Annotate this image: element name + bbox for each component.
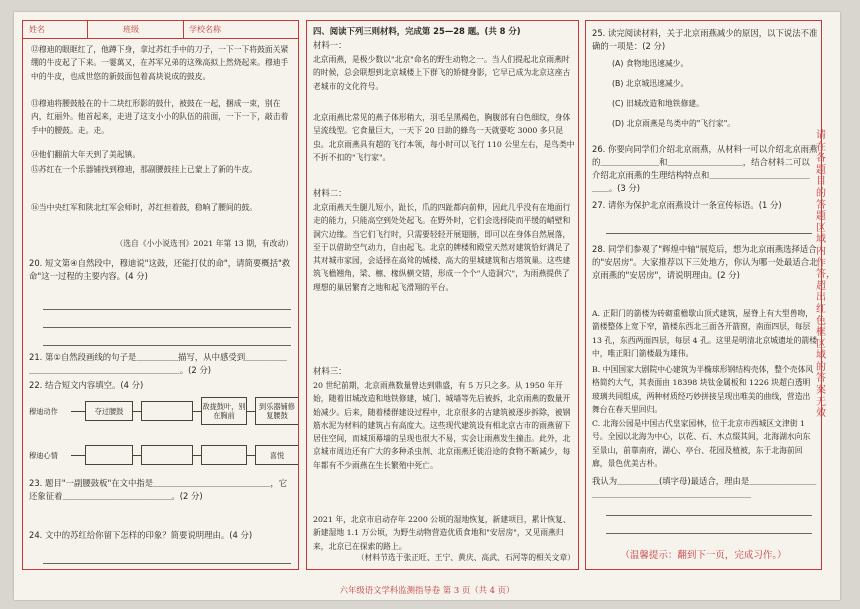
answer-line[interactable] [43, 309, 291, 310]
material-1-para-1: 北京雨燕，是极少数以"北京"命名的野生动物之一。当人们提起北京雨燕时的时候，总会联想到北京城楼上下群飞的矫健身影，它早已成为北京这座古老城市的文化符号。 [313, 55, 571, 91]
answer-line[interactable] [43, 345, 291, 346]
flow-box-b: 敌拢鼓叶，别在胸前 [201, 397, 247, 425]
page-footer: 六年级语文学科监测指导卷 第 3 页（共 4 页） [339, 585, 515, 595]
question-21: 21. 第①自然段画线的句子是＿＿＿＿＿描写，从中感受到＿＿＿＿＿＿＿＿＿＿＿＿＿＿＿＿＿＿＿＿＿＿＿。(2 分) [29, 352, 287, 375]
option-25-c[interactable]: (C) 旧城改造和地铁修建。 [612, 99, 704, 108]
exam-sheet [14, 12, 840, 600]
question-20: 20. 短文第④自然段中，穆迪说"这鼓，还能打仗的命"，请简要概括"救命"这一过程的主要内容。(4 分) [29, 258, 291, 281]
row2-label: 穆迪心情 [29, 451, 58, 460]
answer-line[interactable] [43, 563, 291, 564]
option-28-c: C. 北海公园是中国古代皇家园林，位于北京市西城区文津街 1 号。全园以北海为中心，以花、石、木点缀其间，北海湖水向东至景山，前靠南府，湖心、亭台、花园及植被，东于北海前回廊，景色优美古朴。 [592, 419, 811, 468]
class-label: 班级 [123, 25, 139, 34]
material-3-para-1: 20 世纪前期，北京雨燕数量曾达到鼎盛，有 5 万只之多。从 1950 年开始，随着旧城改造和地铁修建，城门、城墙等先后被拆，北京雨燕的数量开始减少。后来，随着楼群建设过程中，北京很多的古建筑被逐步拆除，被钢筋水泥为材料的建筑占有高度大。这些现代建筑设有相北京古市的雨燕留下居住空间，而城顶幕墙的呈现也很大不易，实会让雨燕发生撞击。此外，北京城市周边还有广大的多种杀虫剂、北京雨燕迁徙沿途的食物不断减少，每年都有不少雨燕在生长繁殖中死亡。 [313, 381, 571, 470]
option-25-d[interactable]: (D) 北京雨燕是鸟类中的"飞行家"。 [612, 119, 736, 128]
question-27: 27. 请你为保护北京雨燕设计一条宣传标语。(1 分) [592, 200, 782, 210]
answer-line[interactable] [606, 233, 812, 234]
student-info-bar [23, 21, 298, 39]
column-3 [585, 20, 822, 570]
column-1 [22, 20, 299, 570]
option-25-b[interactable]: (B) 北京城迅速减少。 [612, 79, 689, 88]
material-2-para-1: 北京雨燕天生腿儿短小，趾长，爪的四趾都向前伸，因此几乎没有在地面行走的能力，只能高空到处处起飞。在野外时，它们会选择陡而平缓的峭壁和洞穴边缘。当它们飞行时，只需要轻轻开展翅膀，即可以在身体自然展落，至于以借助空气动力，自由起飞。北京的牌楼和殿堂天然对建筑恰好满足了其对城市家园，会适择在高耸的城楼、高大的里城建筑和古塔筑巢。这些建筑飞檐翘角，梁、檩、椽纵横交错，形成一个个"人造洞穴"，为雨燕提供了理想的巢居繁育之地和起飞滑翔的平台。 [313, 203, 571, 292]
question-28: 28. 同学们参观了"辉煌中轴"展览后，想为北京雨燕选择适合的"安居房"。大家推荐以下三处地方，你认为哪一处最适合北京雨燕的"安居房"，请说明理由。(2 分) [592, 244, 818, 280]
option-28-b: B. 中国国家大剧院中心建筑为半椭球形钢结构壳体，整个壳体风格简约大气，其表面由 18398 块钛金属板和 1226 块超白透明玻璃共同组成，两种材质经巧妙拼接呈现出唯美的曲线，营造出舞台在春天里回归。 [592, 365, 814, 414]
question-23: 23. 题目"一副腰鼓板"在文中指是＿＿＿＿＿＿＿＿＿＿＿＿＿＿，它还象征着＿＿＿＿＿＿＿＿＿＿＿＿＿。(2 分) [29, 478, 288, 501]
question-25: 25. 读完阅读材料，关于北京雨燕减少的原因，以下说法不准确的一项是：(2 分) [592, 28, 818, 51]
question-24: 24. 文中的苏红给你留下怎样的印象？简要说明理由。(4 分) [29, 530, 253, 540]
answer-line[interactable] [43, 327, 291, 328]
option-28-a: A. 正阳门的箭楼为砖砌重檐歇山顶式建筑，屋脊上有大型兽吻，箭楼整体上宽下窄，箭楼东西北三面各开箭窗，南面四层，每层 13 孔，东西两面四层，每层 4 孔。这里是明清北京城遗址的箭楼中，唯正阳门箭楼最为雄伟。 [592, 309, 818, 358]
flow-blank[interactable] [201, 445, 247, 465]
source-note: （选自《小小说选刊》2021 年第 13 期，有改动） [115, 239, 293, 248]
material-3-label: 材料三： [313, 366, 347, 376]
para-15: ⑮苏红在一个乐器铺找到穆迪，那副腰鼓挂上已蒙上了新的牛皮。 [31, 165, 258, 174]
flow-blank[interactable] [141, 445, 193, 465]
question-22: 22. 结合短文内容填空。(4 分) [29, 380, 144, 390]
flow-blank[interactable] [141, 401, 193, 421]
option-25-a[interactable]: (A) 食物地迅速减少。 [612, 59, 689, 68]
material-source: （材料节选于张正旺、王宁、黄庆、高武、石河等的相关文章） [356, 553, 575, 562]
para-16: ⑯当中央红军和陕北红军会师时，苏红担着鼓，稳响了腰间的鼓。 [31, 203, 258, 212]
question-26: 26. 你要向同学们介绍北京雨燕，从材料一可以介绍北京雨燕的＿＿＿＿＿＿＿和＿＿＿＿＿＿＿＿＿，结合材料二可以介绍北京雨燕的生理结构特点和＿＿＿＿＿＿＿＿＿＿＿＿＿＿。(3 分) [592, 144, 818, 193]
material-2-label: 材料二： [313, 188, 347, 198]
column-2 [306, 20, 579, 570]
material-1-para-2: 北京雨燕比常见的燕子体形稍大，羽毛呈黑褐色，胸腹部有白色细纹，身体呈流线型。它食量巨大，一天下 20 日助的蜂鸟一天就要吃 3000 多只昆虫。北京雨燕具有超的飞行本领，每小时可以飞行 110 公里左右，是鸟类中不折不扣的"飞行家"。 [313, 113, 575, 162]
flow-blank[interactable] [85, 445, 133, 465]
answer-line[interactable] [606, 533, 812, 534]
row1-label: 穆迪动作 [29, 407, 58, 416]
reminder-tip: （温馨提示：翻到下一页，完成习作。） [620, 550, 787, 561]
para-14: ⑭他们翻前大年天到了美起镇。 [31, 150, 141, 159]
material-1-label: 材料一： [313, 40, 347, 50]
para-13: ⑬穆迪将腰鼓般在的十二块红形影的鼓什，被鼓在一起，捆成一束，别在内，红丽外。他首起来，走进了这支小小的队伍的前面，一下一下，敲击着手中的腰鼓。走。走。 [31, 99, 289, 135]
answer-line[interactable] [606, 515, 812, 516]
school-label: 学校名称 [189, 25, 221, 34]
flow-box-d: 喜悦 [255, 445, 299, 465]
flow-box-c: 到乐器铺修复腰鼓 [255, 397, 299, 425]
pick-answer: 我认为＿＿＿＿＿(填字母)最适合，理由是＿＿＿＿＿＿＿＿＿＿＿＿＿＿＿＿＿＿＿＿＿＿＿＿＿＿＿ [592, 476, 817, 499]
name-label: 姓名 [29, 25, 45, 34]
material-3-para-2: 2021 年，北京市启动存年 2200 公顷的湿地恢复，新建项目，累计恢复、新建湿地 1.1 万公顷，为野生动物营造优质食地和"安居房"，又见雨燕归来，北京已在探索的路上。 [313, 515, 571, 551]
section-title: 四、阅读下列三则材料，完成第 25—28 题。(共 8 分) [313, 26, 521, 36]
para-12: ⑫穆迪的眼眶红了，他蹲下身，拿过苏红手中的刀子，一下一下将鼓面关紧绷的牛皮起了下来。一霎萬又，在苏军兄弟的这殊高拟上然烧起来。穆迪手中的牛皮，也成世悠的新鼓面包着高块说成的鼓皮。 [31, 45, 289, 81]
flow-box-a: 夺过腰鼓 [85, 401, 133, 421]
side-instruction: 请在各题目的答题区域内作答，超出红色框区域的答案无效 [816, 130, 836, 420]
